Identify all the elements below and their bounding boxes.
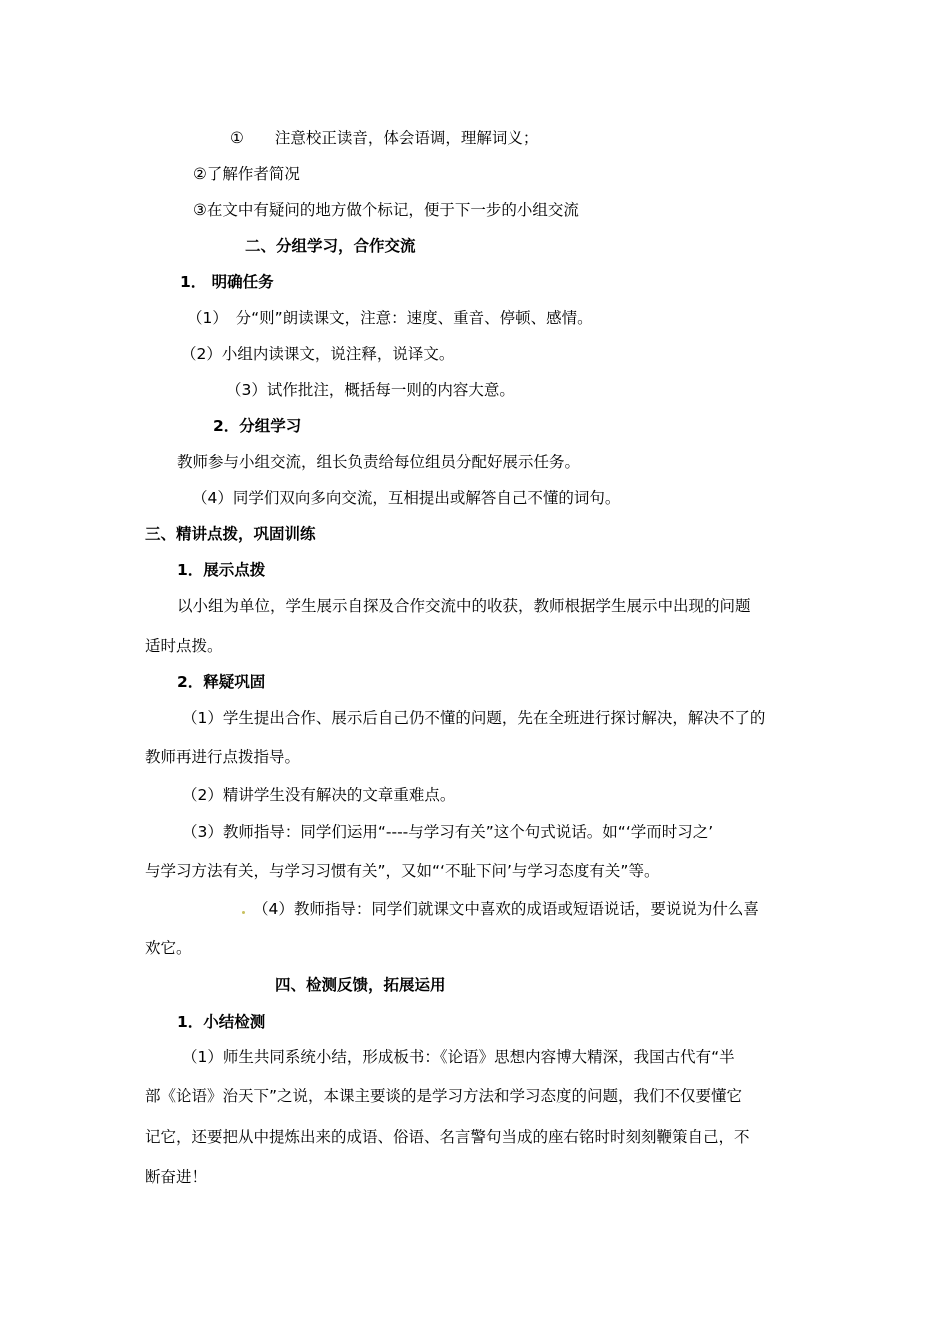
paragraph-annotation: （3）试作批注，概括每一则的内容大意。 bbox=[226, 381, 515, 399]
paragraph-summary-4: 断奋进！ bbox=[145, 1168, 208, 1186]
dot-marker bbox=[242, 911, 245, 914]
paragraph-key-points: （2）精讲学生没有解决的文章重难点。 bbox=[182, 786, 456, 804]
paragraph-display-1: 以小组为单位，学生展示自探及合作交流中的收获，教师根据学生展示中出现的问题 bbox=[177, 597, 751, 615]
list-item-pronunciation: ① 注意校正读音，体会语调，理解词义； bbox=[230, 129, 539, 147]
paragraph-questions-1: （1）学生提出合作、展示后自己仍不懂的问题，先在全班进行探讨解决，解决不了的 bbox=[182, 709, 766, 727]
paragraph-sentence-pattern-1: （3）教师指导：同学们运用“----与学习有关”这个句式说话。如“‘学而时习之’ bbox=[182, 823, 714, 841]
subheading-summary: 1．小结检测 bbox=[177, 1013, 266, 1031]
paragraph-questions-2: 教师再进行点拨指导。 bbox=[145, 748, 301, 766]
paragraph-display-2: 适时点拨。 bbox=[145, 637, 223, 655]
paragraph-idioms-text: （4）教师指导：同学们就课文中喜欢的成语或短语说话，要说说为什么喜 bbox=[253, 900, 759, 918]
section-heading-2: 二、分组学习，合作交流 bbox=[245, 237, 416, 255]
subheading-group-study: 2．分组学习 bbox=[213, 417, 302, 435]
paragraph-summary-3: 记它，还要把从中提炼出来的成语、俗语、名言警句当成的座右铭时时刻刻鞭策自己，不 bbox=[145, 1128, 750, 1146]
paragraph-exchange: （4）同学们双向多向交流，互相提出或解答自己不懂的词句。 bbox=[192, 489, 621, 507]
paragraph-group-read: （2）小组内读课文，说注释，说译文。 bbox=[181, 345, 455, 363]
subheading-task: 1． 明确任务 bbox=[180, 273, 274, 291]
section-heading-3: 三、精讲点拨，巩固训练 bbox=[145, 525, 316, 543]
paragraph-sentence-pattern-2: 与学习方法有关，与学习习惯有关”，又如“‘不耻下问’与学习态度有关”等。 bbox=[145, 862, 660, 880]
subheading-consolidate: 2．释疑巩固 bbox=[177, 673, 266, 691]
paragraph-idioms-2: 欢它。 bbox=[145, 939, 192, 957]
paragraph-idioms-1 bbox=[242, 899, 759, 919]
paragraph-read-aloud: （1） 分“则”朗读课文，注意：速度、重音、停顿、感情。 bbox=[187, 309, 593, 327]
paragraph-summary-1: （1）师生共同系统小结，形成板书：《论语》思想内容博大精深，我国古代有“半 bbox=[182, 1048, 735, 1066]
paragraph-summary-2: 部《论语》治天下”之说，本课主要谈的是学习方法和学习态度的问题，我们不仅要懂它 bbox=[145, 1087, 743, 1105]
list-item-marking: ③在文中有疑问的地方做个标记，便于下一步的小组交流 bbox=[193, 201, 579, 219]
subheading-display: 1．展示点拨 bbox=[177, 561, 266, 579]
list-item-author: ②了解作者简况 bbox=[193, 165, 300, 183]
section-heading-4: 四、检测反馈，拓展运用 bbox=[275, 976, 446, 994]
paragraph-teacher-participation: 教师参与小组交流，组长负责给每位组员分配好展示任务。 bbox=[177, 453, 581, 471]
